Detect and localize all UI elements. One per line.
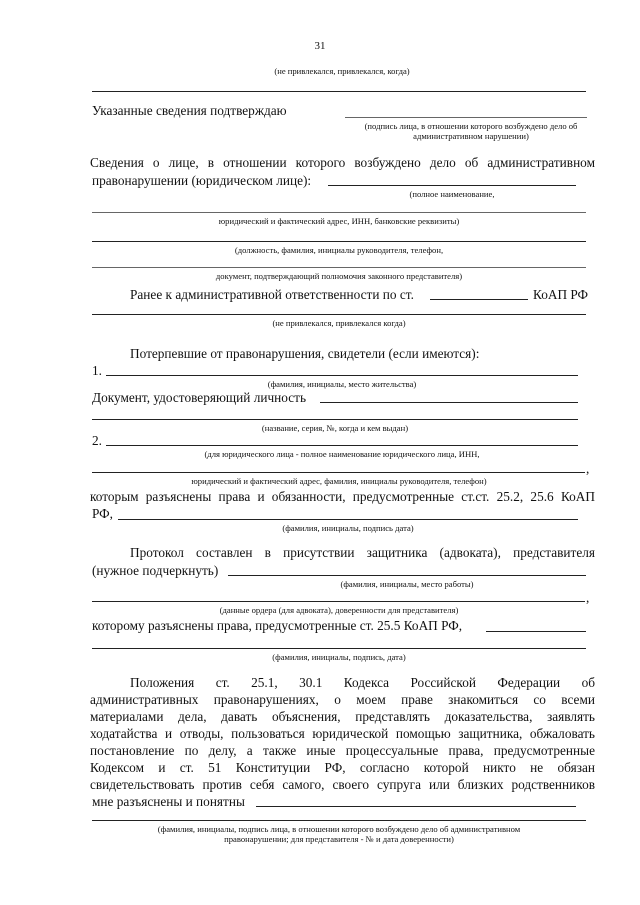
- prior-record-line[interactable]: [92, 91, 586, 92]
- page-number: 31: [314, 40, 326, 52]
- provisions-line-5: постановление по делу, а также иные процессуальные права, предусмотренные: [90, 743, 595, 758]
- provisions-line-8: мне разъяснены и понятны: [92, 794, 245, 809]
- prior-liability-label: Ранее к административной ответственности по ст.: [130, 287, 414, 302]
- rights-25-5-label: которому разъяснены права, предусмотренные ст. 25.5 КоАП РФ,: [92, 618, 463, 633]
- provisions-line-6: Кодексом и ст. 51 Конституции РФ, согласно которой никто не обязан: [90, 760, 595, 775]
- hint-signature-1: (подпись лица, в отношении которого возбуждено дело об: [364, 121, 578, 131]
- person-2-line[interactable]: [106, 445, 578, 446]
- id-document-details-line[interactable]: [92, 419, 578, 420]
- comma-2: ,: [586, 590, 590, 605]
- item-2-number: 2.: [92, 433, 102, 448]
- provisions-line-7: свидетельствовать против себя самого, своего супруга или близких родственников: [90, 777, 595, 792]
- hint-position: (должность, фамилия, инициалы руководителя, телефон,: [234, 245, 444, 255]
- id-document-label: Документ, удостоверяющий личность: [92, 390, 307, 405]
- koap-label: КоАП РФ: [533, 287, 589, 302]
- legal-address-line[interactable]: [92, 212, 586, 213]
- prior-liability-line[interactable]: [92, 314, 586, 315]
- id-document-line[interactable]: [320, 402, 578, 403]
- defender-line[interactable]: [228, 575, 586, 576]
- person-1-line[interactable]: [106, 375, 578, 376]
- legal-person-name-line[interactable]: [328, 185, 576, 186]
- provisions-signature-line[interactable]: [256, 806, 576, 807]
- hint-full-name: (полное наименование,: [409, 189, 495, 199]
- hint-prior-record: (не привлекался, привлекался, когда): [274, 66, 410, 76]
- hint-order: (данные ордера (для адвоката), доверенности для представителя): [219, 605, 459, 615]
- item-1-number: 1.: [92, 363, 102, 378]
- rights-signature-line[interactable]: [118, 519, 578, 520]
- provisions-line-1: Положения ст. 25.1, 30.1 Кодекса Российской Федерации об: [130, 675, 595, 690]
- protocol-line-2: (нужное подчеркнуть): [92, 563, 219, 578]
- prior-article-line[interactable]: [430, 299, 528, 300]
- hint-signature-2: административном нарушении): [413, 131, 529, 141]
- legal-entity-details-line[interactable]: [92, 472, 585, 473]
- hint-fio-work: (фамилия, инициалы, место работы): [340, 579, 474, 589]
- hint-document: документ, подтверждающий полномочия законного представителя): [215, 271, 463, 281]
- rights-explained-line-1: которым разъяснены права и обязанности, предусмотренные ст.ст. 25.2, 25.6 КоАП: [90, 489, 595, 504]
- comma-1: ,: [586, 461, 590, 476]
- hint-final-1: (фамилия, инициалы, подпись лица, в отношении которого возбуждено дело об административном: [157, 824, 521, 834]
- hint-doc-details: (название, серия, №, когда и кем выдан): [261, 423, 409, 433]
- defender-signature-line[interactable]: [92, 648, 586, 649]
- legal-person-line-1: Сведения о лице, в отношении которого возбуждено дело об административном: [90, 155, 595, 170]
- provisions-line-4: ходатайства и отводы, пользоваться юридической помощью защитника, обжаловать: [90, 726, 595, 741]
- final-signature-line[interactable]: [92, 820, 586, 821]
- victims-heading: Потерпевшие от правонарушения, свидетели (если имеются):: [130, 346, 480, 361]
- provisions-line-3: материалами дела, давать объяснения, представлять доказательства, заявлять: [90, 709, 595, 724]
- rights-25-5-line[interactable]: [486, 631, 586, 632]
- head-position-line[interactable]: [92, 241, 586, 242]
- legal-person-line-2: правонарушении (юридическом лице):: [92, 173, 312, 188]
- hint-legal-entity: (для юридического лица - полное наименование юридического лица, ИНН,: [204, 449, 480, 459]
- representative-doc-line[interactable]: [92, 267, 586, 268]
- confirm-label: Указанные сведения подтверждаю: [92, 103, 287, 118]
- hint-fio-residence: (фамилия, инициалы, место жительства): [267, 379, 417, 389]
- rights-explained-line-2: РФ,: [92, 506, 113, 521]
- provisions-line-2: административных правонарушениях, о моем праве знакомиться со всеми: [90, 692, 595, 707]
- protocol-line-1: Протокол составлен в присутствии защитника (адвоката), представителя: [130, 545, 595, 560]
- hint-prior-record-2: (не привлекался, привлекался когда): [272, 318, 406, 328]
- hint-fio-sign-date-2: (фамилия, инициалы, подпись, дата): [272, 652, 406, 662]
- hint-final-2: правонарушении; для представителя - № и дата доверенности): [224, 834, 454, 844]
- order-details-line[interactable]: [92, 601, 585, 602]
- hint-legal-address: юридический и фактический адрес, фамилия, инициалы руководителя, телефон): [191, 476, 487, 486]
- hint-fio-sign-date: (фамилия, инициалы, подпись дата): [282, 523, 414, 533]
- confirm-signature-line[interactable]: [345, 117, 587, 118]
- hint-address: юридический и фактический адрес, ИНН, банковские реквизиты): [218, 216, 460, 226]
